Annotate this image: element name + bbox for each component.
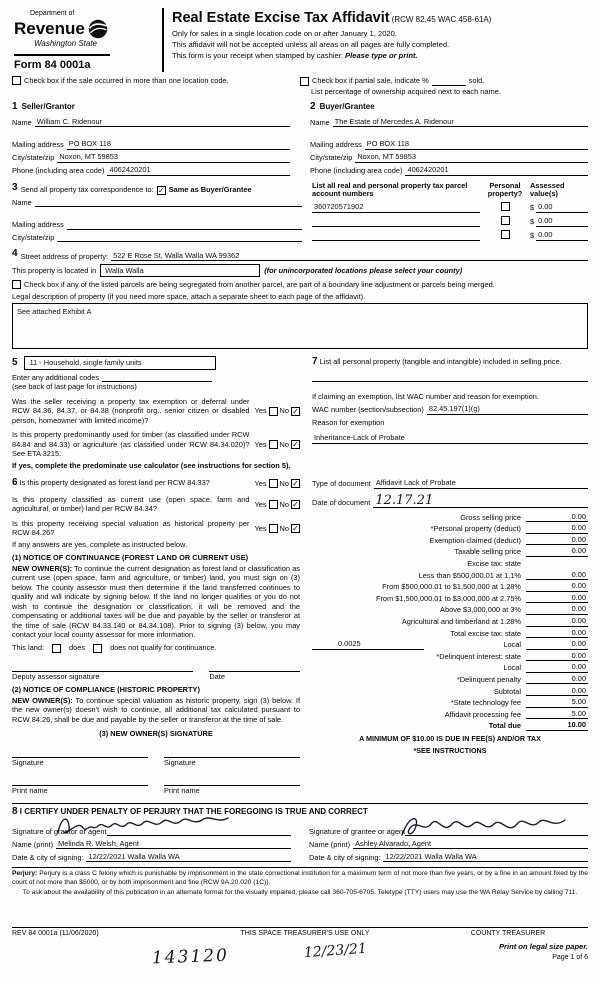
header-note-1: Only for sales in a single location code on or after January 1, 2020. <box>172 29 397 39</box>
buyer-phone-label: Phone (including area code) <box>310 166 403 176</box>
tax-row-label: Local <box>503 640 521 650</box>
tax-row <box>312 615 588 627</box>
buyer-city-field[interactable]: Noxon, MT 59853 <box>355 152 588 162</box>
timber-agriculture-question: Is this property predominantly used for timber (as classified under RCW 84.84 and 84.33) or agriculture (as classified under RCW 84.34.020)? See ETA 3215. <box>12 430 250 459</box>
title-block <box>162 8 588 72</box>
buyer-section <box>310 101 588 176</box>
tax-row-label: From $500,000.01 to $1,500,000 at 1.28% <box>382 582 521 592</box>
tax-amount-field[interactable]: 0.00 <box>526 570 588 580</box>
section-1-number: 1 <box>12 101 18 113</box>
tax-row <box>312 603 588 615</box>
yes-label: Yes <box>254 478 267 488</box>
tax-amount-field[interactable]: 0.00 <box>526 581 588 591</box>
same-as-buyer-checkbox[interactable]: ✓ <box>157 185 165 195</box>
historic-property-question: Is this property receiving special valuation as historical property per RCW 84.26? <box>12 518 250 538</box>
tax-row <box>312 522 588 534</box>
form-header <box>12 8 588 72</box>
yes-label: Yes <box>254 406 267 416</box>
section-6-number: 6 <box>12 477 18 489</box>
yes-label: Yes <box>254 523 267 533</box>
accessibility-note: To ask about the availability of this publication in an alternate format for the visually impaired, please call 360-705-6705. Teletype (TTY) users may use the WA Relay Service by calling 711. <box>22 888 578 896</box>
exemption-deferral-question: Was the seller receiving a property tax exemption or deferral under RCW 84.36, 84.37, or 84.38 (nonprofit org., senior citizen or disabled person, homeowner with limited income)? <box>12 396 250 425</box>
parties-section <box>12 101 588 176</box>
tax-amount-field[interactable]: 5.00 <box>526 709 588 719</box>
header-note-3-text: This form is your receipt when stamped by cashier. <box>172 51 346 61</box>
legal-description-value: See attached Exhibit A <box>17 307 92 317</box>
wac-number-field[interactable]: 82.45.197(1)(g) <box>427 404 588 414</box>
buyer-mailing-label: Mailing address <box>310 140 362 150</box>
partial-sale-label: Check box if partial sale, indicate % <box>312 76 429 86</box>
parcel-number-field[interactable] <box>312 217 480 227</box>
parcel-number-field[interactable]: 360720571902 <box>312 202 480 212</box>
tax-row-label: Agricultural and timberland at 1.28% <box>401 617 521 627</box>
section-3-number: 3 <box>12 181 18 193</box>
notice-continuance-text: To continue the current designation as forest land or classification as current use (open space, farm and agriculture, or timber) land, you must sign on (3) below. The county assessor must then determine if the land transferred continues to qualify and will indicate by signing below. If the land no longer qualifies or you do not wish to continue the designation or classification, it will be removed and the compensating or additional taxes will be due and payable by the seller or transferor at the time of sale (RCW 84.33.140 or 84.34.108). Prior to signing (3) below, you may contact your local county assessor for more information. <box>12 563 300 639</box>
certification-section <box>12 803 588 863</box>
certify-statement: I CERTIFY UNDER PENALTY OF PERJURY THAT THE FOREGOING IS TRUE AND CORRECT <box>19 806 368 816</box>
land-use-code-field[interactable]: 11 - Household, single family units <box>24 356 216 369</box>
minimum-due-note: A MINIMUM OF $10.00 IS DUE IN FEE(S) AND/OR TAX <box>359 733 541 743</box>
personal-property-section <box>312 356 588 470</box>
tax-row <box>312 592 588 604</box>
date-label: Date <box>209 671 225 681</box>
historic-no-checkbox[interactable]: ✓ <box>292 523 299 533</box>
tax-row <box>312 511 588 523</box>
tax-amount-field[interactable]: 5.00 <box>526 697 588 707</box>
grantee-signature-block <box>309 826 588 862</box>
correspondence-section <box>12 182 588 242</box>
street-address-field[interactable]: 522 E Rose St, Walla Walla WA 99362 <box>111 251 588 261</box>
local-rate-value: 0.0025 <box>312 639 424 649</box>
notice-continuance-title: (1) NOTICE OF CONTINUANCE (FOREST LAND OR CURRENT USE) <box>12 553 249 563</box>
land-designation-section <box>12 477 312 796</box>
tax-row <box>312 569 588 581</box>
seller-city-field[interactable]: Noxon, MT 59853 <box>57 152 290 162</box>
personal-property-intro: List all personal property (tangible and intangible) included in selling price. <box>319 357 562 367</box>
signature-label: Signature <box>12 757 44 767</box>
q1-yes-checkbox[interactable] <box>269 407 278 416</box>
street-address-label: Street address of property: <box>20 251 109 261</box>
personal-property-header: Personal property? <box>487 180 523 199</box>
buyer-heading: Buyer/Grantee <box>319 102 375 112</box>
tax-row-label: Less than $500,000.01 at 1.1% <box>418 570 521 580</box>
dollar-sign: $ <box>530 203 535 213</box>
legal-description-label: Legal description of property (if you need more space, attach a separate sheet to each page of the affidavit). <box>12 291 366 301</box>
multiple-location-label: Check box if the sale occurred in more than one location code. <box>24 76 229 86</box>
treasurer-stamp-date: 12/23/21 <box>303 940 368 962</box>
buyer-mailing-field[interactable]: PO BOX 118 <box>365 139 588 149</box>
buyer-name-field[interactable]: The Estate of Mercedes A. Ridenour <box>333 117 588 127</box>
tax-row <box>312 673 588 685</box>
yes-label: Yes <box>254 439 267 449</box>
dept-of-label: Department of <box>30 10 75 17</box>
q1-no-checkbox[interactable]: ✓ <box>292 406 299 416</box>
new-owner-print-name-field[interactable] <box>164 776 300 786</box>
total-due-label: Total due <box>488 721 521 731</box>
seller-name-field[interactable]: William C. Ridenour <box>35 117 290 127</box>
tax-row-label: Subtotal <box>493 686 521 696</box>
print-name-label: Print name <box>12 786 48 796</box>
tax-row <box>312 661 588 673</box>
tax-row <box>312 580 588 592</box>
segregated-parcel-label: Check box if any of the listed parcels are being segregated from another parcel, are part of a boundary line adjustment or parcels being merged. <box>24 280 495 290</box>
corr-city-label: City/state/zip <box>12 232 55 242</box>
q2-no-checkbox[interactable]: ✓ <box>292 439 299 449</box>
does-label: does <box>69 643 86 653</box>
buyer-phone-field[interactable]: 4062420201 <box>405 165 588 175</box>
seller-mailing-field[interactable]: PO BOX 118 <box>67 139 290 149</box>
seller-heading: Seller/Grantor <box>21 102 75 112</box>
grantee-date-city-label: Date & city of signing: <box>309 852 381 862</box>
corr-city-field[interactable] <box>57 232 302 242</box>
perjury-body: Perjury is a class C felony which is punishable by imprisonment in the state correctional institution for a maximum term of not more than five years, or by a fine in an amount fixed by the court of not more than $5000, or by both imprisonment and fine (RCW 9A.20.020 (1C)). <box>12 870 588 887</box>
tax-row-label: *Delinquent interest: state <box>436 651 521 661</box>
use-and-personal-property-section <box>12 356 588 470</box>
grantee-date-city-field[interactable]: 12/22/2021 Walla Walla WA <box>383 852 588 862</box>
no-label: No <box>279 406 289 416</box>
corr-mailing-field[interactable] <box>67 220 302 230</box>
deputy-assessor-label: Deputy assessor signature <box>12 671 100 681</box>
dollar-sign: $ <box>530 231 535 241</box>
top-check-row <box>12 76 588 96</box>
grantor-name-print-label: Name (print) <box>12 839 54 849</box>
notice-continuance-body <box>12 564 300 640</box>
tax-amount-field[interactable]: 0.00 <box>526 616 588 626</box>
dollar-sign: $ <box>530 217 535 227</box>
buyer-name-label: Name <box>310 117 330 127</box>
tax-amount-field[interactable]: 0.00 <box>526 674 588 684</box>
section-7-number: 7 <box>312 356 318 368</box>
tax-row <box>312 708 588 720</box>
see-instructions-note: *SEE INSTRUCTIONS <box>413 746 487 756</box>
seller-section <box>12 101 290 176</box>
current-use-yes-checkbox[interactable] <box>269 500 278 509</box>
additional-codes-label: Enter any additional codes <box>12 372 100 382</box>
signature-label: Signature <box>164 757 196 767</box>
tax-row-label: Gross selling price <box>460 512 521 522</box>
no-label: No <box>279 439 289 449</box>
new-owners-lead: NEW OWNER(S): <box>12 563 73 573</box>
rev-number: REV 84 0001a (11/06/2020) <box>12 930 99 937</box>
tax-row-label: *Delinquent penalty <box>456 675 521 684</box>
tax-amount-field[interactable]: 0.00 <box>526 662 588 672</box>
assessed-value-field[interactable]: 0.00 <box>536 230 588 240</box>
section-4-number: 4 <box>12 248 18 260</box>
tax-amount-field[interactable]: 0.00 <box>526 686 588 696</box>
tax-row-label: Excise tax: state <box>467 559 521 569</box>
tax-row-label: Local <box>503 663 521 673</box>
same-as-buyer-label: Same as Buyer/Grantee <box>168 185 252 195</box>
agency-block <box>12 8 162 72</box>
treasurer-space-label: THIS SPACE TREASURER'S USE ONLY <box>240 930 370 937</box>
parcel-numbers-header: List all real and personal property tax parcel account numbers <box>312 180 468 199</box>
partial-sale-checkbox[interactable] <box>300 77 309 86</box>
dor-logo-icon <box>88 19 108 39</box>
assessed-value-header: Assessed value(s) <box>530 180 565 199</box>
seller-name-label: Name <box>12 117 32 127</box>
type-or-print-note: Please type or print. <box>345 51 418 61</box>
tax-table <box>312 511 588 731</box>
seller-phone-field[interactable]: 4062420201 <box>107 165 290 175</box>
grantor-date-city-label: Date & city of signing: <box>12 852 84 862</box>
tax-row-label: From $1,500,000.01 to $3,000,000 at 2.75% <box>375 593 521 603</box>
if-yes-note: If any answers are yes, complete as instructed below. <box>12 539 187 549</box>
tax-row <box>312 627 588 639</box>
tax-row-label: Taxable selling price <box>454 547 521 557</box>
perjury-notice <box>12 867 588 897</box>
tax-amount-field[interactable]: 0.00 <box>526 651 588 661</box>
no-label: No <box>279 523 289 533</box>
type-of-document-label: Type of document <box>312 479 371 489</box>
header-note-3 <box>172 51 588 61</box>
tax-row-label: Total excise tax: state <box>450 628 521 638</box>
seller-mailing-label: Mailing address <box>12 140 64 150</box>
seller-phone-label: Phone (including area code) <box>12 166 105 176</box>
legal-size-note: Print on legal size paper. <box>498 941 588 951</box>
section-8-number: 8 <box>12 805 18 817</box>
tax-amount-field[interactable]: 0.00 <box>526 639 588 649</box>
personal-property-list-field[interactable] <box>312 369 588 382</box>
parcel-row <box>312 230 588 240</box>
grantee-name-print-field[interactable]: Ashley Alvarado, Agent <box>353 839 588 849</box>
parcel-row <box>312 216 588 226</box>
grantor-name-print-field[interactable]: Melinda R. Welsh, Agent <box>56 839 291 849</box>
current-use-no-checkbox[interactable]: ✓ <box>292 499 299 509</box>
personal-property-checkbox[interactable] <box>501 216 510 225</box>
additional-codes-field[interactable] <box>102 372 212 382</box>
revenue-wordmark: Revenue <box>14 19 85 39</box>
personal-property-checkbox[interactable] <box>501 202 510 211</box>
parcel-number-field[interactable] <box>312 231 480 241</box>
assessed-value-field[interactable]: 0.00 <box>536 216 588 226</box>
date-of-document-field[interactable]: 12.17.21 <box>373 494 588 508</box>
footer <box>12 927 588 985</box>
does-not-label: does not qualify for continuance. <box>110 643 217 653</box>
type-of-document-field[interactable]: Affidavit Lack of Probate <box>374 478 588 488</box>
reason-for-exemption-label: Reason for exemption <box>312 417 385 427</box>
segregated-parcel-checkbox[interactable] <box>12 280 21 289</box>
ownership-percent-note: List percentage of ownership acquired next to each name. <box>311 86 501 96</box>
predominate-use-note: If yes, complete the predominate use calculator (see instructions for section 5). <box>12 460 291 470</box>
grantor-date-city-field[interactable]: 12/22/2021 Walla Walla WA <box>86 852 291 862</box>
notice-compliance-text: To continue special valuation as historic property, sign (3) below. If the new owner(s) doesn't wish to continue, all additional tax calculated pursuant to RCW 84.26, shall be due and payable by the seller or transferor at the time of sale. <box>12 695 301 724</box>
tax-amount-field[interactable]: 0.00 <box>526 628 588 638</box>
new-owner-signature-field[interactable] <box>12 748 148 758</box>
tax-amount-field[interactable]: 0.00 <box>526 535 588 545</box>
correspondence-intro: Send all property tax correspondence to: <box>20 185 154 195</box>
yes-label: Yes <box>254 499 267 509</box>
wac-number-label: WAC number (section/subsection) <box>312 405 424 415</box>
reason-for-exemption-field[interactable]: Inheritance-Lack of Probate <box>312 433 588 443</box>
tax-row <box>312 650 588 662</box>
corr-name-field[interactable] <box>35 197 302 207</box>
unincorporated-note: (for unincorporated locations please select your county) <box>264 265 463 275</box>
tax-row-label: Above $3,000,000 at 3% <box>440 605 521 615</box>
property-section <box>12 248 588 349</box>
section-5-number: 5 <box>12 356 18 368</box>
grantee-signature-label: Signature of grantee or agent <box>309 827 406 836</box>
corr-name-label: Name <box>12 197 32 207</box>
tax-row <box>312 684 588 696</box>
additional-codes-note: (see back of last page for instructions) <box>12 382 137 392</box>
tax-amount-field[interactable]: 0.00 <box>526 604 588 614</box>
forest-no-checkbox[interactable]: ✓ <box>292 478 299 488</box>
perjury-lead: Perjury: <box>12 870 38 878</box>
grantee-name-print-label: Name (print) <box>309 839 351 849</box>
exemption-intro: If claiming an exemption, list WAC number and reason for exemption. <box>312 392 539 402</box>
located-in-label: This property is located in <box>12 265 97 275</box>
grantor-signature-label: Signature of grantor or agent <box>12 827 107 836</box>
personal-property-checkbox[interactable] <box>501 230 510 239</box>
tax-row-label: *Personal property (deduct) <box>430 524 521 534</box>
q2-yes-checkbox[interactable] <box>269 440 278 449</box>
tax-row-label: *State technology fee <box>450 698 521 708</box>
new-owner-print-name-field[interactable] <box>12 776 148 786</box>
multiple-location-checkbox[interactable] <box>12 76 21 85</box>
page-title: Real Estate Excise Tax Affidavit <box>172 10 390 26</box>
total-due-field[interactable]: 10.00 <box>526 720 588 730</box>
forest-land-question: Is this property designated as forest land per RCW 84.33? <box>19 478 210 488</box>
parcel-table <box>312 182 588 242</box>
land-use-code-section <box>12 356 312 470</box>
tax-amount-field[interactable]: 0.00 <box>526 512 588 522</box>
tax-row <box>312 696 588 708</box>
tax-row-label: Affidavit processing fee <box>444 709 521 719</box>
partial-sale-sold-label: sold. <box>468 76 485 86</box>
assessed-value-field[interactable]: 0.00 <box>536 202 588 212</box>
corr-mailing-label: Mailing address <box>12 220 64 230</box>
partial-sale-percent-field[interactable] <box>432 78 466 86</box>
current-use-question: Is this property classified as current use (open space, farm and agricultural, or timber) land per RCW 84.34? <box>12 494 250 514</box>
forest-yes-checkbox[interactable] <box>269 479 278 488</box>
this-land-label: This land: <box>12 643 45 653</box>
header-note-2: This affidavit will not be accepted unless all areas on all pages are fully completed. <box>172 40 450 50</box>
no-label: No <box>279 478 289 488</box>
deputy-date-field[interactable] <box>209 662 300 672</box>
grantee-signature-field[interactable] <box>405 826 588 836</box>
new-owner-signature-field[interactable] <box>164 748 300 758</box>
rcw-reference: (RCW 82.45 WAC 458-61A) <box>391 15 492 24</box>
tax-row <box>312 534 588 546</box>
total-due-row <box>312 719 588 731</box>
buyer-city-label: City/state/zip <box>310 153 353 163</box>
print-name-label: Print name <box>164 786 200 796</box>
date-of-document-label: Date of document <box>312 498 371 508</box>
tax-computation-column <box>312 477 588 796</box>
does-qualify-checkbox[interactable] <box>52 644 61 653</box>
tax-amount-field[interactable]: 0.00 <box>526 546 588 556</box>
tax-row <box>312 545 588 557</box>
new-owners-signature-title: (3) NEW OWNER(S) SIGNATURE <box>99 729 213 739</box>
form-number: Form 84 0001a <box>14 54 110 72</box>
tax-amount-field[interactable]: 0.00 <box>526 593 588 603</box>
deputy-assessor-signature-field[interactable] <box>12 662 193 672</box>
designation-and-tax-section <box>12 477 588 796</box>
treasurer-stamp-number: 143120 <box>151 945 230 969</box>
historic-yes-checkbox[interactable] <box>269 524 278 533</box>
county-treasurer-label: COUNTY TREASURER <box>470 930 546 937</box>
tax-row <box>312 557 588 569</box>
grantor-signature-block <box>12 826 291 862</box>
no-label: No <box>279 499 289 509</box>
notice-compliance-title: (2) NOTICE OF COMPLIANCE (HISTORIC PROPERTY) <box>12 685 200 695</box>
grantor-signature-field[interactable] <box>107 826 292 836</box>
county-select[interactable]: Walla Walla <box>100 264 260 277</box>
seller-city-label: City/state/zip <box>12 153 55 163</box>
notice-compliance-body <box>12 696 300 724</box>
parcel-row <box>312 202 588 212</box>
washington-state-label: Washington State <box>34 38 98 48</box>
legal-description-box[interactable] <box>12 303 588 349</box>
tax-amount-field[interactable]: 0.00 <box>526 523 588 533</box>
does-not-qualify-checkbox[interactable] <box>93 644 102 653</box>
page-indicator: Page 1 of 6 <box>552 953 588 961</box>
tax-row-label: Exemption claimed (deduct) <box>429 535 521 545</box>
section-2-number: 2 <box>310 101 316 113</box>
new-owners-lead: NEW OWNER(S): <box>12 695 73 705</box>
tax-row <box>312 638 588 650</box>
